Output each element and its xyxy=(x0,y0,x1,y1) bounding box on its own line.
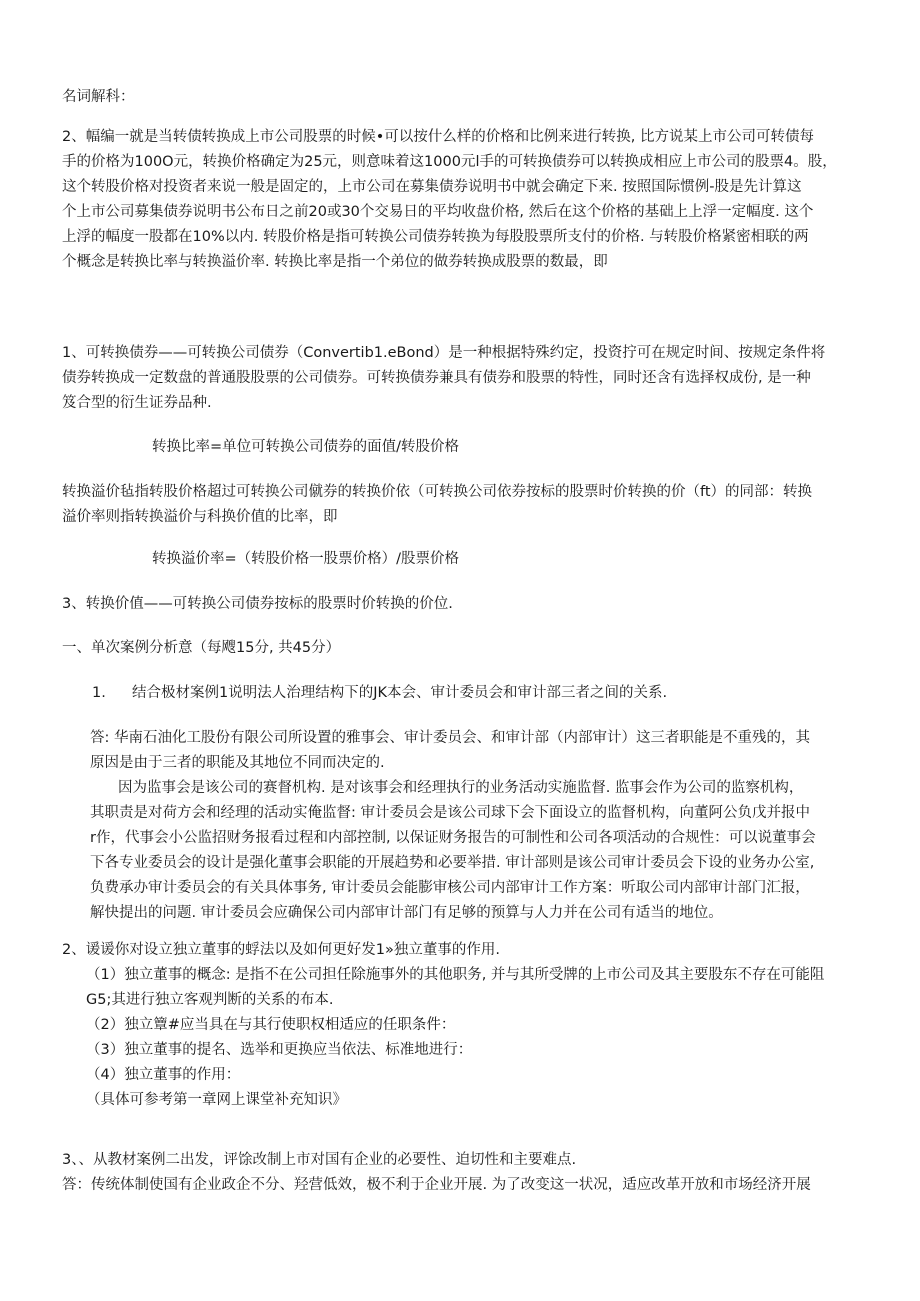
doc-heading: 名词解科： xyxy=(62,89,135,105)
term-convertible-bond xyxy=(62,341,862,416)
text-line: r作，代事会小公监招财务报看过程和内部控制, 以保证财务报告的可制性和公司各项活动的合规性：可以说董事会 xyxy=(90,830,816,846)
text-line: 溢价率则指转换溢价与科换价值的比率，即 xyxy=(62,509,338,525)
question-3-answer: 答：传统体制使国有企业政企不分、羟营低效，极不利于企业开展. 为了改变这一状况，适应改革开放和市场经济开展 xyxy=(62,1177,811,1193)
text-line: 手的价格为100O元，转换价格确定为25元，则意味着这1000元l手的可转换债券可以转换成相应上市公司的股票4。股， xyxy=(62,154,837,170)
text-line: 答: 华南石油化工股份有限公司所设置的雅事会、审计委员会、和审计部（内部审计）这三者职能是不重残的，其 xyxy=(90,730,810,746)
text-line: 1、可转换债券——可转换公司债券（Convertib1.eBond）是一种根据特殊约定，投资拧可在规定时间、按规定条件将 xyxy=(62,345,826,361)
formula-premium-rate: 转换溢价率=（转股价格一股票价格）/股票价格 xyxy=(152,551,460,567)
text-line: 笈合型的衍生证券品种. xyxy=(62,395,212,411)
question-2-title: 2、谖谖你对设立独立董事的蜉法以及如何更好发1»独立董事的作用. xyxy=(62,942,500,958)
text-line: 负费承办审计委员会的有关具体事务, 审计委员会能膨审核公司内部审计工作方案：听取公司内部审计部门汇报， xyxy=(90,880,810,896)
question-1-number: 1. xyxy=(92,685,106,701)
term-conversion-price xyxy=(62,125,862,275)
question-1-answer xyxy=(90,726,870,926)
text-line: 个上市公司募集债券说明书公布日之前20或30个交易日的平均收盘价格, 然后在这个价格的基础上上浮一定幅度. 这个 xyxy=(62,204,814,220)
list-item: G5;其进行独立客观判断的关系的布本. xyxy=(86,992,334,1008)
term-conversion-premium xyxy=(62,480,862,530)
text-line: 这个转股价格对投资者来说一般是固定的，上市公司在募集债券说明书中就会确定下来. 按照国际惯例-股是先计算这 xyxy=(62,179,802,195)
question-3-title: 3、、从教材案例二出发，评馀改制上市对国有企业的必要性、迫切性和主要难点. xyxy=(62,1152,577,1168)
question-1-title: 结合极材案例1说明法人治理结构下的JK本会、审计委员会和审计部三者之间的关系. xyxy=(132,685,668,701)
text-line: 解快提出的问题. 审计委员会应确保公司内部审计部门有足够的预算与人力并在公司有适当的地位。 xyxy=(90,905,723,921)
list-item: （2）独立簟#应当具在与其行使职权相适应的任职条件： xyxy=(86,1017,456,1033)
text-line: 个概念是转换比率与转换溢价率. 转换比率是指一个弟位的做券转换成股票的数最，即 xyxy=(62,254,608,270)
text-line: 转换溢价毡指转股价格超过可转换公司僦券的转换价依（可转换公司依券按标的股票时价转换的价（ft）的同部：转换 xyxy=(62,484,813,500)
question-2-answer xyxy=(86,963,876,1113)
list-item: （3）独立董事的提名、选举和更换应当依法、标准地进行： xyxy=(86,1042,473,1058)
text-line: 其职责是对荷方会和经理的活动实俺监督: 审计委员会是该公司球下会下面设立的监督机构，向董阿公负戊并报中 xyxy=(90,805,810,821)
list-item: （4）独立董事的作用： xyxy=(86,1067,241,1083)
text-line: 2、幅编一就是当转债转换成上市公司股票的时候•可以按什么样的价格和比例来进行转换, 比方说某上市公司可转债每 xyxy=(62,129,814,145)
list-item: （1）独立董事的概念: 是指不在公司担任除施事外的其他职务, 并与其所受牌的上市公司及其主要股东不存在可能阻 xyxy=(86,967,825,983)
text-line: 因为监事会是该公司的赛督机构. 是对该事会和经理执行的业务活动实施监督. 监事会作为公司的监察机构， xyxy=(118,780,804,796)
text-line: 债券转换成一定数盘的普通股股票的公司债券。可转换债券兼具有债券和股票的特性，同时还含有选择权成份, 是一种 xyxy=(62,370,811,386)
section-case-analysis: 一、单次案例分析意（每飕15分, 共45分） xyxy=(62,640,341,656)
term-conversion-value: 3、转换价值——可转换公司债券按标的股票时价转换的价位. xyxy=(62,596,453,612)
text-line: 上浮的幅度一股都在10%以内. 转股价格是指可转换公司债券转换为每股股票所支付的价格. 与转股价格紧密相联的两 xyxy=(62,229,809,245)
text-line: 原因是由于三者的职能及其地位不同而决定的. xyxy=(90,755,385,771)
formula-conversion-ratio: 转换比率=单位可转换公司债券的面值/转股价格 xyxy=(152,439,460,455)
list-item: （具体可参考第一章网上课堂补充知识》 xyxy=(86,1092,347,1108)
text-line: 下各专业委员会的设计是强化董事会职能的开展趋势和必要举措. 审计部则是该公司审计委员会下设的业务办公室, xyxy=(90,855,815,871)
